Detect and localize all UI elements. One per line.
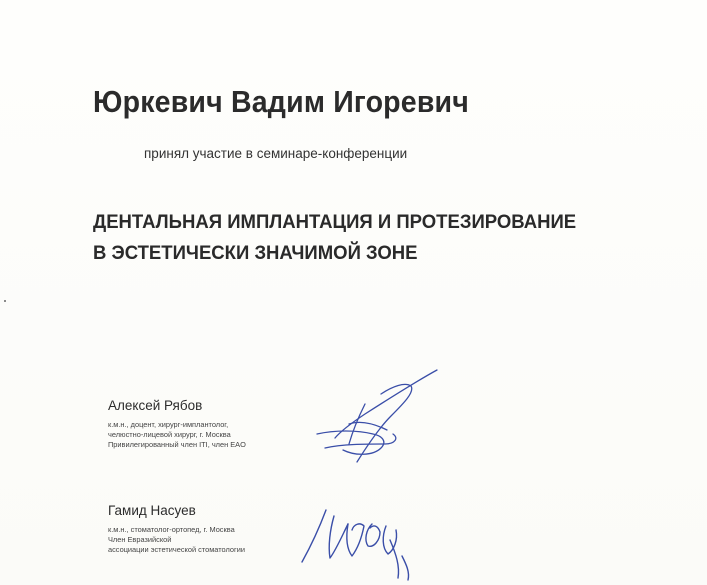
speaker-ryabov <box>108 398 246 450</box>
speaker-detail-line: ассоциации эстетической стоматологии <box>108 545 245 554</box>
speaker-detail-line: к.м.н., доцент, хирург-имплантолог, <box>108 420 229 429</box>
recipient-name: Юркевич Вадим Игоревич <box>93 84 470 119</box>
signature-nasuev-icon <box>290 500 420 584</box>
speaker-detail-line: Привилегированный член ITI, член EAO <box>108 440 246 449</box>
seminar-title-line-2: В ЭСТЕТИЧЕСКИ ЗНАЧИМОЙ ЗОНЕ <box>93 242 418 264</box>
speaker-nasuev <box>108 503 245 555</box>
speaker-detail-line: челюстно-лицевой хирург, г. Москва <box>108 430 231 439</box>
seminar-title-line-1: ДЕНТАЛЬНАЯ ИМПЛАНТАЦИЯ И ПРОТЕЗИРОВАНИЕ <box>93 211 577 233</box>
seminar-title <box>93 207 576 269</box>
scan-speck <box>4 300 6 302</box>
speaker-name: Гамид Насуев <box>108 503 196 518</box>
speaker-detail-line: Член Евразийской <box>108 535 172 544</box>
speaker-detail-line: к.м.н., стоматолог-ортопед, г. Москва <box>108 525 235 534</box>
participation-text: принял участие в семинаре-конференции <box>144 146 408 161</box>
signature-ryabov-icon <box>295 364 455 484</box>
speaker-name: Алексей Рябов <box>108 398 203 413</box>
